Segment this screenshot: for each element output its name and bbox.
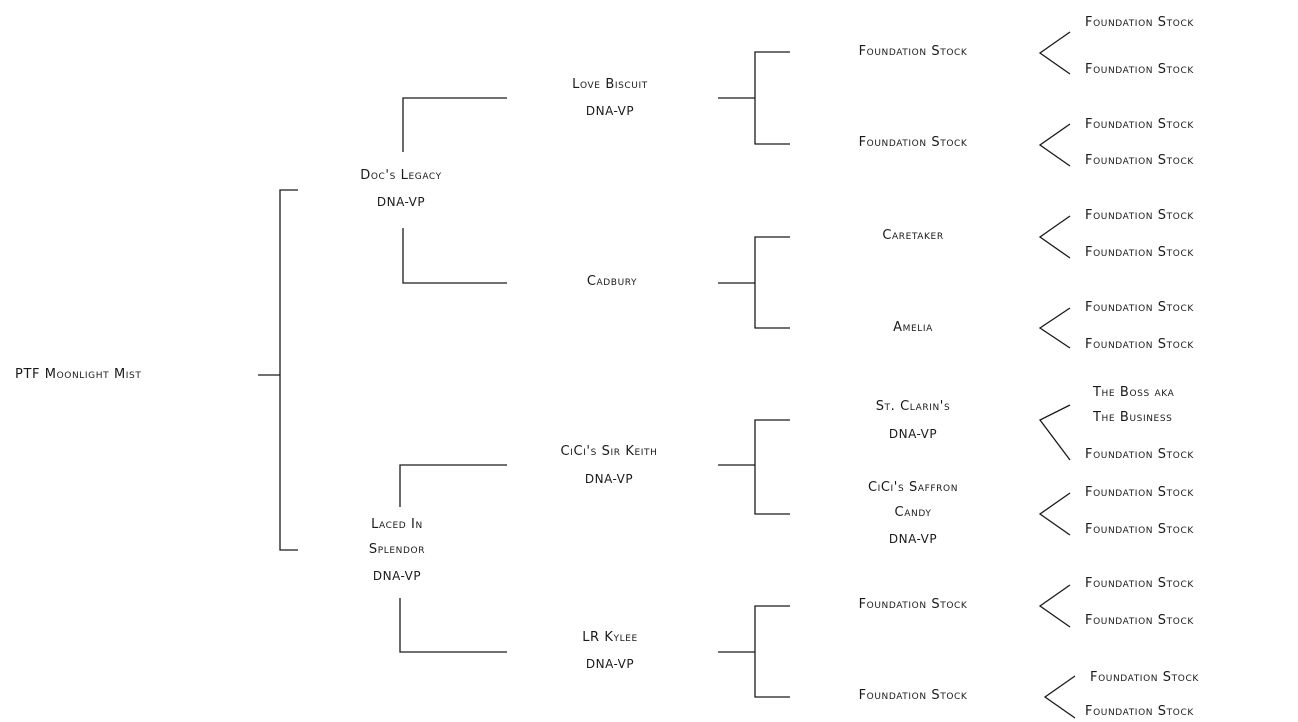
- gen4-a2: Foundation Stock: [1085, 62, 1194, 77]
- dd-bracket: [718, 606, 790, 697]
- ds-bracket: [718, 420, 790, 514]
- sd-name: Cadbury: [586, 274, 638, 289]
- dss-reg: DNA-VP: [888, 427, 938, 441]
- ds-name: CiCi's Sir Keith: [560, 444, 658, 459]
- ss-reg: DNA-VP: [585, 104, 635, 118]
- dsd-name-line1: CiCi's Saffron: [867, 480, 959, 495]
- ddd-name: Foundation Stock: [858, 688, 968, 703]
- ds-reg: DNA-VP: [584, 472, 634, 486]
- gen4-f1: Foundation Stock: [1085, 485, 1194, 500]
- dd-reg: DNA-VP: [585, 657, 635, 671]
- gen4-e2: Foundation Stock: [1085, 447, 1194, 462]
- gen4-h1: Foundation Stock: [1090, 670, 1199, 685]
- sd-bracket: [718, 237, 790, 328]
- gen4-c2: Foundation Stock: [1085, 245, 1194, 260]
- dsd-reg: DNA-VP: [888, 532, 938, 546]
- gen4-g1: Foundation Stock: [1085, 576, 1194, 591]
- gen4-d1: Foundation Stock: [1085, 300, 1194, 315]
- gen4-h2: Foundation Stock: [1085, 704, 1194, 719]
- gen4-b2: Foundation Stock: [1085, 153, 1194, 168]
- root-bracket: [258, 190, 298, 550]
- sire-reg: DNA-VP: [376, 195, 426, 209]
- gen4-e1-line1: The Boss aka: [1093, 385, 1175, 400]
- gen4-g2: Foundation Stock: [1085, 613, 1194, 628]
- dsd-name-line2: Candy: [894, 505, 932, 520]
- dam-name-line2: Splendor: [368, 542, 426, 557]
- gen4-d2: Foundation Stock: [1085, 337, 1194, 352]
- dam-reg: DNA-VP: [372, 569, 422, 583]
- sire-name: Doc's Legacy: [360, 168, 442, 183]
- gen4-b1: Foundation Stock: [1085, 117, 1194, 132]
- sds-name: Caretaker: [882, 228, 944, 243]
- sss-name: Foundation Stock: [858, 44, 968, 59]
- gen4-c1: Foundation Stock: [1085, 208, 1194, 223]
- gen4-a1: Foundation Stock: [1085, 15, 1194, 30]
- ss-bracket: [718, 52, 790, 144]
- sdd-name: Amelia: [893, 320, 933, 335]
- dds-name: Foundation Stock: [858, 597, 968, 612]
- dss-name: St. Clarin's: [875, 399, 951, 414]
- ssd-name: Foundation Stock: [858, 135, 968, 150]
- subject-name: PTF Moonlight Mist: [15, 367, 142, 382]
- dd-name: LR Kylee: [582, 630, 638, 645]
- sire-bracket: [403, 98, 507, 283]
- gen4-f2: Foundation Stock: [1085, 522, 1194, 537]
- ss-name: Love Biscuit: [572, 77, 648, 92]
- gen4-e1-line2: The Business: [1093, 410, 1173, 425]
- dam-name-line1: Laced In: [371, 517, 423, 532]
- gen4-chevrons: [1040, 32, 1075, 718]
